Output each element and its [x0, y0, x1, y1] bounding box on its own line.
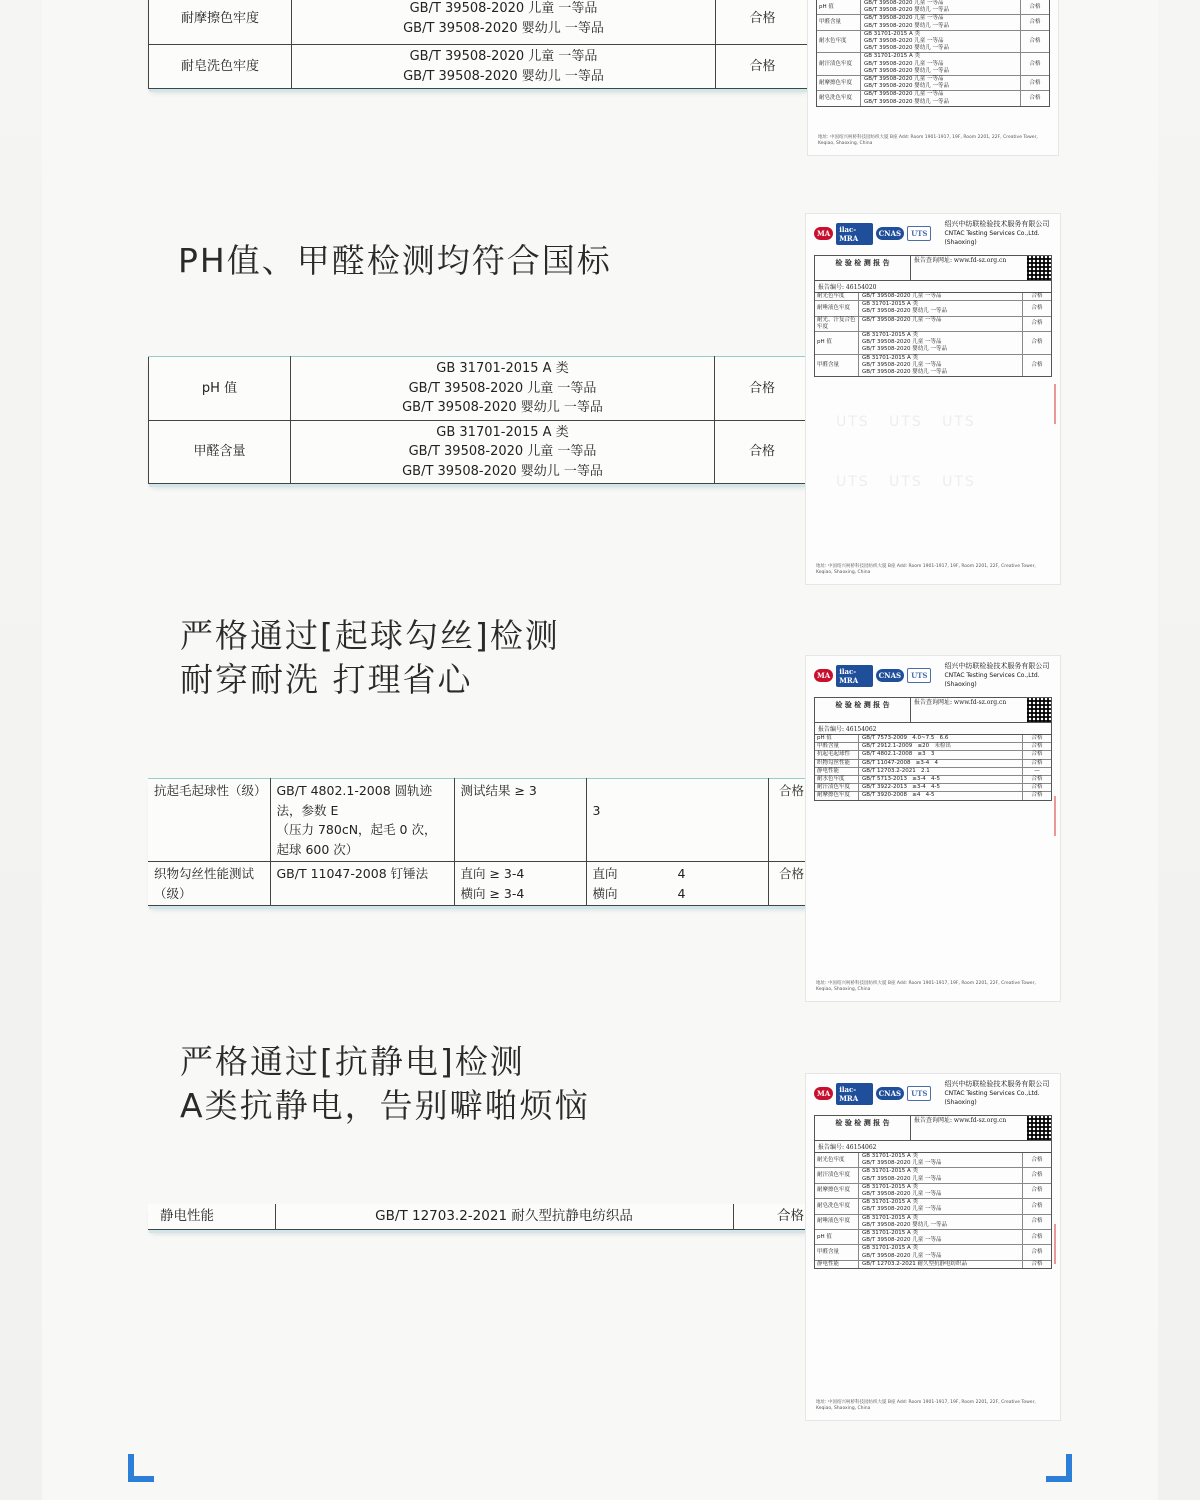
report-table [814, 293, 1052, 377]
requirement-cell: 测试结果 ≥ 3 [454, 779, 586, 862]
item-cell: 抗起毛起球性（级） [148, 779, 270, 862]
report-title: 检 验 检 测 报 告 [815, 698, 911, 722]
table-row [149, 357, 810, 421]
report-meta: 报告查询网址: www.fd-sz.org.cn [914, 699, 1007, 706]
report-row: pH 值 GB/T 39508-2020 儿童 一等品 GB/T 39508-2020 婴幼儿 一等品 合格 [819, 0, 1041, 14]
red-stamp [1050, 796, 1056, 836]
item-cell: 织物勾丝性能测试（级） [148, 862, 270, 906]
item-cell: pH 值 [149, 357, 291, 421]
test-table-color-fastness [148, 0, 810, 89]
method-cell: GB/T 4802.1-2008 圆轨迹法，参数 E （压力 780cN，起毛 0 次，起球 600 次） [270, 779, 454, 862]
company-cn: 绍兴中纺联检验技术服务有限公司 [944, 220, 1050, 228]
uts-logo-icon: UTS [907, 1086, 931, 1101]
test-report-image [806, 1074, 1060, 1420]
report-row: 耐光、汗复合色牢度 GB/T 39508-2020 儿童 一等品 合格 [815, 316, 1051, 331]
section-title-antistatic [180, 1040, 590, 1128]
title-line: 耐穿耐洗 打理省心 [180, 660, 473, 699]
uts-logo-icon: UTS [907, 668, 931, 683]
cnas-logo-icon: CNAS [876, 669, 904, 682]
result-cell: 合格 [715, 420, 810, 484]
section-title-ph-formaldehyde [178, 239, 612, 283]
measured-pair [593, 864, 762, 903]
report-row: 耐水色牢度 GB/T 5713-2013 ≥3-4 4-5 合格 [815, 775, 1051, 783]
report-row: pH 值 GB 31701-2015 A 类 GB/T 39508-2020 儿童 一等品 GB/T 39508-2020 婴幼儿 一等品 合格 [815, 331, 1051, 354]
report-table [816, 0, 1050, 107]
report-row: 织物勾丝性能 GB/T 11047-2008 ≥3-4 4 合格 [815, 759, 1051, 767]
report-number: 报告编号: 46154020 [814, 281, 1052, 293]
ilac-logo-icon: ilac-MRA [836, 665, 872, 687]
standard-line: GB/T 39508-2020 儿童 一等品 [409, 49, 598, 64]
measured-value: 4 4 [677, 866, 686, 901]
result-cell: 合格 [715, 357, 810, 421]
standard-line: GB 31701-2015 A 类 [436, 424, 569, 440]
title-line: PH值、甲醛检测均符合国标 [178, 241, 612, 280]
ma-logo-icon: MA [814, 227, 833, 240]
ilac-logo-icon: ilac-MRA [836, 223, 872, 245]
standard-cell [292, 0, 716, 45]
watermark: UTS UTS UTS [836, 414, 976, 430]
ilac-logo-icon: ilac-MRA [836, 1083, 872, 1105]
ma-logo-icon: MA [814, 669, 833, 682]
report-row: 耐唾液色牢度 GB 31701-2015 A 类 GB/T 39508-2020 婴幼儿 一等品 合格 [815, 1214, 1051, 1229]
report-row: 耐光色牢度 GB/T 39508-2020 儿童 一等品 合格 [817, 293, 1043, 299]
requirement-cell: 直向 ≥ 3-4 横向 ≥ 3-4 [454, 862, 586, 906]
cnas-logo-icon: CNAS [876, 227, 904, 240]
standard-line: GB/T 39508-2020 儿童 一等品 [408, 380, 597, 396]
title-line: 严格通过[起球勾丝]检测 [180, 616, 560, 655]
report-row: 耐汗渍色牢度 GB 31701-2015 A 类 GB/T 39508-2020 儿童 一等品 合格 [815, 1167, 1051, 1182]
report-company [944, 662, 1052, 689]
report-company [944, 220, 1052, 247]
result-cell: 合格 [768, 779, 810, 862]
item-cell: 耐皂洗色牢度 [149, 45, 292, 89]
report-title-row [814, 1115, 1052, 1141]
result-cell: 合格 [733, 1204, 810, 1229]
report-footer: 地址: 中国绍兴柯桥科技园纺织大厦 B座 Add: Room 1901-1917, 19F, Room 2201, 22F, Creative Tower, Keqiao, Shaoxing, China [816, 981, 1036, 992]
standard-line: GB/T 39508-2020 婴幼儿 一等品 [402, 400, 603, 415]
test-table-antistatic [148, 1204, 810, 1230]
test-table-pilling-snagging [148, 778, 810, 906]
report-number: 报告编号: 46154062 [814, 723, 1052, 735]
red-stamp [1050, 384, 1056, 424]
report-title-row [814, 255, 1052, 281]
report-row: 静电性能 GB/T 12703.2-2021 2.1 — [815, 767, 1051, 775]
standard-cell [292, 45, 716, 89]
result-cell: 合格 [768, 862, 810, 906]
report-title: 检 验 检 测 报 告 [815, 256, 911, 280]
result-cell: 合格 [716, 45, 810, 89]
report-row: 耐唾液色牢度 GB 31701-2015 A 类 GB/T 39508-2020 婴幼儿 一等品 合格 [815, 300, 1051, 315]
report-row: pH 值 GB 31701-2015 A 类 GB/T 39508-2020 儿童 一等品 合格 [815, 1229, 1051, 1244]
report-header [806, 1074, 1060, 1109]
result-cell: 合格 [716, 0, 810, 45]
standard-line: GB/T 12703.2-2021 耐久型抗静电纺织品 [375, 1207, 633, 1224]
report-table [814, 735, 1052, 801]
test-report-image [806, 214, 1060, 584]
qr-code-icon [1027, 698, 1051, 722]
ma-logo-icon: MA [814, 1087, 833, 1100]
report-row: 甲醛含量 GB/T 2912.1-2009 ≤20 未检出 合格 [815, 742, 1051, 750]
company-cn: 绍兴中纺联检验技术服务有限公司 [944, 662, 1050, 670]
report-footer: 地址: 中国绍兴柯桥科技园纺织大厦 B座 Add: Room 1901-1917, 19F, Room 2201, 22F, Creative Tower, Keqiao, Shaoxing, China [816, 564, 1036, 575]
report-row: 耐水色牢度 GB 31701-2015 A 类 GB/T 39508-2020 儿童 一等品 GB/T 39508-2020 婴幼儿 一等品 合格 [817, 30, 1049, 53]
title-line: 严格通过[抗静电]检测 [180, 1042, 525, 1081]
cnas-logo-icon: CNAS [876, 1087, 904, 1100]
report-row: 甲醛含量 GB 31701-2015 A 类 GB/T 39508-2020 儿童 一等品 合格 [815, 1244, 1051, 1259]
report-row: 耐摩擦色牢度 GB/T 39508-2020 儿童 一等品 GB/T 39508-2020 婴幼儿 一等品 合格 [817, 75, 1049, 90]
standard-cell [275, 1204, 733, 1229]
report-row: 静电性能 GB/T 12703.2-2021 耐久型抗静电纺织品 合格 [815, 1260, 1051, 1268]
report-header [806, 214, 1060, 249]
report-row: 耐汗渍色牢度 GB 31701-2015 A 类 GB/T 39508-2020 儿童 一等品 GB/T 39508-2020 婴幼儿 一等品 合格 [817, 52, 1049, 75]
report-row: 甲醛含量 GB/T 39508-2020 儿童 一等品 GB/T 39508-2020 婴幼儿 一等品 合格 [817, 14, 1049, 29]
standard-line: GB/T 39508-2020 婴幼儿 一等品 [403, 68, 604, 84]
report-footer: 地址: 中国绍兴柯桥科技园纺织大厦 B座 Add: Room 1901-1917, 19F, Room 2201, 22F, Creative Tower, Keqiao, Shaoxing, China [818, 135, 1038, 146]
test-table-ph-formaldehyde [148, 356, 810, 484]
report-row: 耐摩擦色牢度 GB/T 3920-2008 ≥4 4-5 合格 [815, 791, 1051, 799]
item-cell: 甲醛含量 [149, 420, 291, 484]
qr-code-icon [1027, 256, 1051, 280]
report-row: 耐光色牢度 GB 31701-2015 A 类 GB/T 39508-2020 儿童 一等品 合格 [817, 1153, 1043, 1167]
table-row [149, 0, 810, 45]
report-row: 耐汗渍色牢度 GB/T 3922-2013 ≥3-4 4-5 合格 [815, 783, 1051, 791]
table-row [148, 1204, 810, 1229]
item-cell: 静电性能 [148, 1204, 275, 1229]
report-row: 甲醛含量 GB 31701-2015 A 类 GB/T 39508-2020 儿童 一等品 GB/T 39508-2020 婴幼儿 一等品 合格 [815, 354, 1051, 377]
uts-logo-icon: UTS [907, 226, 931, 241]
company-cn: 绍兴中纺联检验技术服务有限公司 [944, 1080, 1050, 1088]
report-row: 抗起毛起球性 GB/T 4802.1-2008 ≥3 3 合格 [815, 750, 1051, 758]
red-stamp [1050, 1224, 1056, 1264]
title-line: A类抗静电，告别噼啪烦恼 [180, 1086, 590, 1125]
report-header [806, 656, 1060, 691]
report-row: 耐摩擦色牢度 GB 31701-2015 A 类 GB/T 39508-2020 儿童 一等品 合格 [815, 1183, 1051, 1198]
standard-line: GB/T 39508-2020 婴幼儿 一等品 [402, 463, 603, 479]
table-row [149, 420, 810, 484]
watermark: UTS UTS UTS [836, 474, 976, 490]
report-footer: 地址: 中国绍兴柯桥科技园纺织大厦 B座 Add: Room 1901-1917, 19F, Room 2201, 22F, Creative Tower, Keqiao, Shaoxing, China [816, 1400, 1036, 1411]
report-row: pH 值 GB/T 7573-2009 4.0~7.5 6.6 合格 [817, 735, 1043, 741]
standard-line: GB/T 39508-2020 儿童 一等品 [408, 444, 597, 459]
report-number: 报告编号: 46154062 [814, 1141, 1052, 1153]
report-title: 检 验 检 测 报 告 [815, 1116, 911, 1140]
test-report-image [808, 0, 1058, 155]
qr-code-icon [1027, 1116, 1051, 1140]
measured-cell [586, 862, 768, 906]
standard-cell [291, 357, 715, 421]
measured-label: 3 [592, 802, 601, 818]
company-en: CNTAC Testing Services Co.,Ltd.(Shaoxing) [944, 672, 1040, 688]
corner-bracket-right-icon [1046, 1454, 1072, 1482]
table-row [148, 862, 810, 906]
table-row [149, 45, 810, 89]
method-cell: GB/T 11047-2008 钉锤法 [270, 862, 454, 906]
corner-bracket-left-icon [128, 1454, 154, 1482]
test-report-image [806, 656, 1060, 1001]
company-en: CNTAC Testing Services Co.,Ltd.(Shaoxing) [944, 1090, 1040, 1106]
report-row: 耐皂洗色牢度 GB/T 39508-2020 儿童 一等品 GB/T 39508-2020 婴幼儿 一等品 合格 [817, 90, 1049, 105]
standard-line: GB/T 39508-2020 婴幼儿 一等品 [403, 20, 604, 36]
section-title-pilling-snagging [180, 614, 560, 702]
measured-label: 直向 横向 [592, 866, 618, 901]
measured-pair [593, 801, 762, 821]
item-cell: 耐摩擦色牢度 [149, 0, 292, 45]
report-row: 耐皂洗色牢度 GB 31701-2015 A 类 GB/T 39508-2020 儿童 一等品 合格 [815, 1198, 1051, 1213]
table-row [148, 779, 810, 862]
report-meta: 报告查询网址: www.fd-sz.org.cn [914, 257, 1007, 264]
measured-cell [586, 779, 768, 862]
standard-cell [291, 420, 715, 484]
company-en: CNTAC Testing Services Co.,Ltd.(Shaoxing) [944, 230, 1040, 246]
report-company [944, 1080, 1052, 1107]
report-title-row [814, 697, 1052, 723]
standard-line: GB/T 39508-2020 儿童 一等品 [409, 1, 598, 16]
report-table [814, 1153, 1052, 1269]
standard-line: GB 31701-2015 A 类 [436, 361, 569, 376]
report-meta: 报告查询网址: www.fd-sz.org.cn [914, 1117, 1007, 1124]
